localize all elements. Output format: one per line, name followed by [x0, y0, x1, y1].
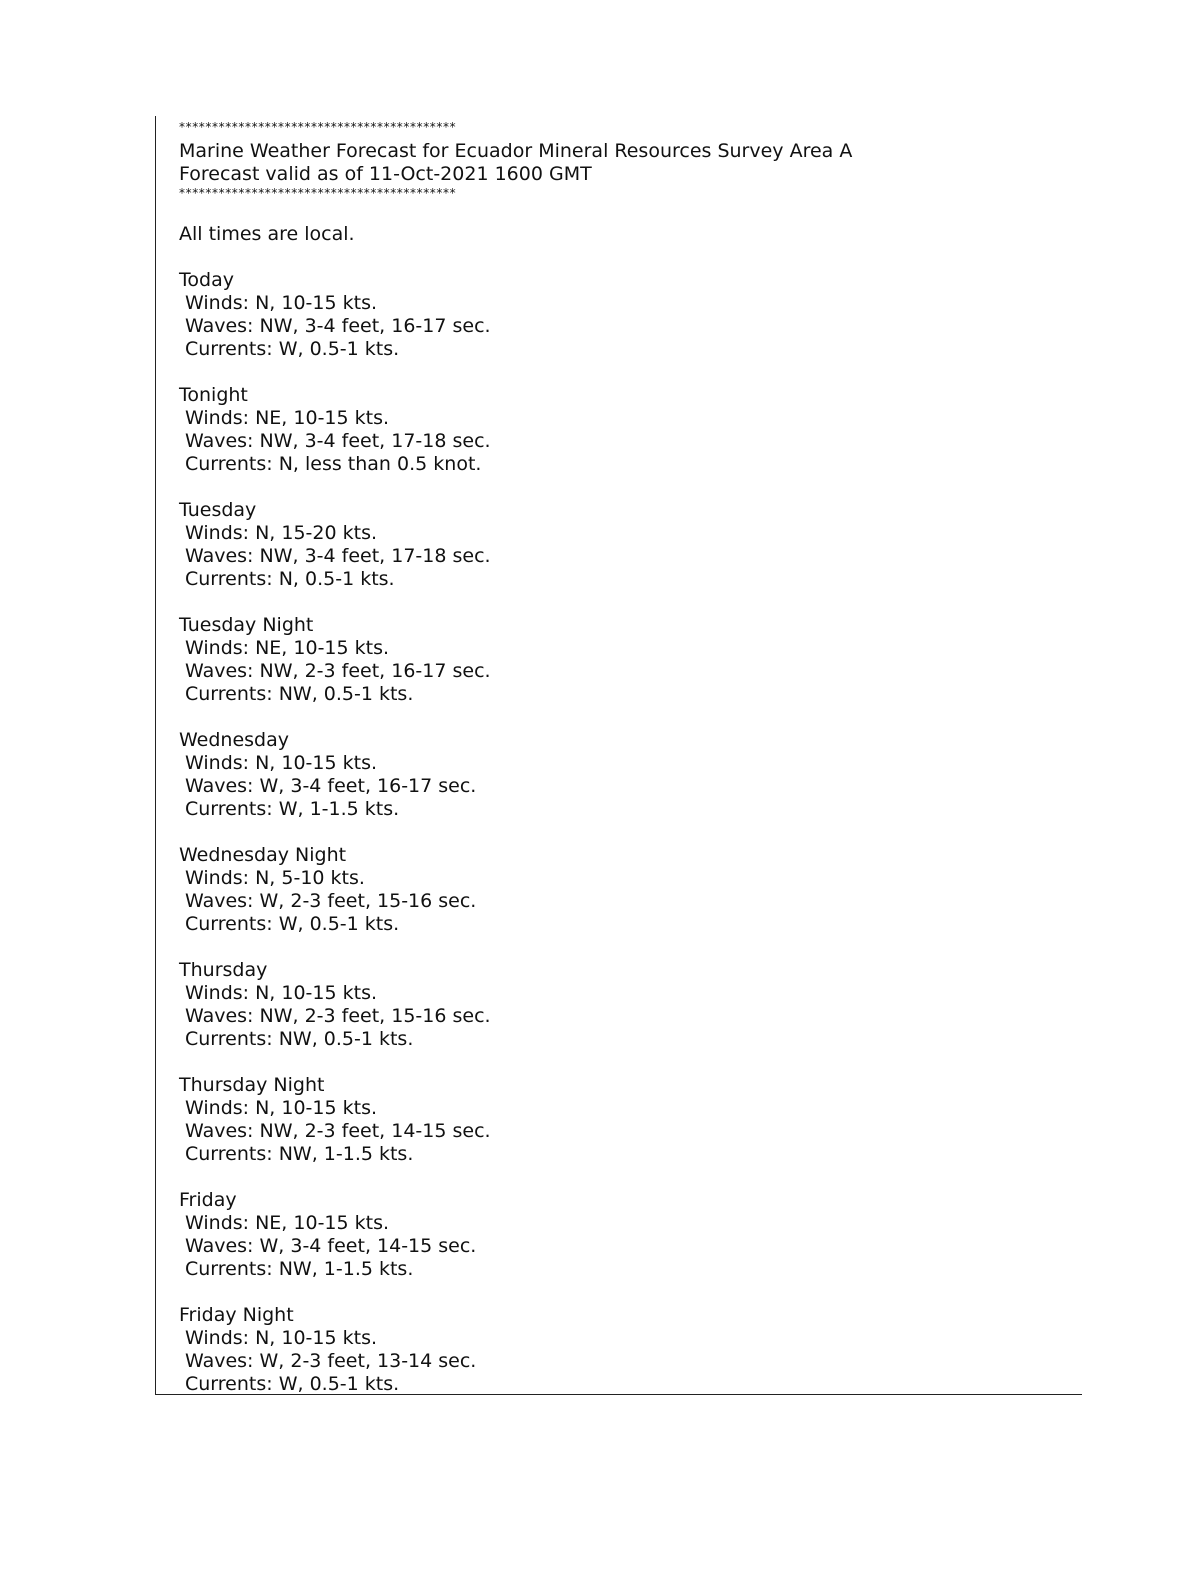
- period-name: Friday: [179, 1189, 237, 1211]
- forecast-period-friday: [179, 1189, 1059, 1281]
- period-waves: Waves: NW, 3-4 feet, 17-18 sec.: [185, 545, 491, 567]
- forecast-title: Marine Weather Forecast for Ecuador Mineral Resources Survey Area A: [179, 140, 853, 162]
- forecast-period-friday-night: [179, 1304, 1059, 1395]
- period-currents: Currents: W, 0.5-1 kts.: [185, 338, 400, 360]
- period-winds: Winds: NE, 10-15 kts.: [185, 407, 390, 429]
- forecast-period-tonight: [179, 384, 1059, 476]
- forecast-period-wednesday-night: [179, 844, 1059, 936]
- period-name: Tuesday: [179, 499, 257, 521]
- header-stars-bottom: ******************************************: [179, 186, 457, 200]
- spacer: [179, 246, 1059, 269]
- forecast-period-today: [179, 269, 1059, 361]
- period-winds: Winds: N, 5-10 kts.: [185, 867, 365, 889]
- forecast-period-wednesday: [179, 729, 1059, 821]
- period-name: Tonight: [179, 384, 248, 406]
- period-waves: Waves: W, 2-3 feet, 15-16 sec.: [185, 890, 477, 912]
- period-name: Today: [179, 269, 234, 291]
- period-waves: Waves: NW, 2-3 feet, 16-17 sec.: [185, 660, 491, 682]
- period-name: Friday Night: [179, 1304, 294, 1326]
- spacer: [179, 200, 1059, 223]
- period-winds: Winds: N, 15-20 kts.: [185, 522, 378, 544]
- forecast-period-tuesday: [179, 499, 1059, 591]
- period-name: Wednesday Night: [179, 844, 347, 866]
- period-currents: Currents: NW, 0.5-1 kts.: [185, 1028, 414, 1050]
- forecast-document-frame: [155, 116, 1082, 1395]
- period-name: Wednesday: [179, 729, 290, 751]
- period-currents: Currents: N, less than 0.5 knot.: [185, 453, 482, 475]
- period-waves: Waves: W, 3-4 feet, 16-17 sec.: [185, 775, 477, 797]
- period-currents: Currents: NW, 1-1.5 kts.: [185, 1258, 414, 1280]
- period-currents: Currents: W, 1-1.5 kts.: [185, 798, 400, 820]
- period-winds: Winds: N, 10-15 kts.: [185, 292, 378, 314]
- period-name: Thursday Night: [179, 1074, 325, 1096]
- forecast-valid-time: Forecast valid as of 11-Oct-2021 1600 GMT: [179, 163, 592, 185]
- forecast-period-tuesday-night: [179, 614, 1059, 706]
- time-note: All times are local.: [179, 223, 355, 245]
- period-currents: Currents: NW, 1-1.5 kts.: [185, 1143, 414, 1165]
- period-currents: Currents: N, 0.5-1 kts.: [185, 568, 395, 590]
- period-winds: Winds: N, 10-15 kts.: [185, 752, 378, 774]
- period-waves: Waves: NW, 3-4 feet, 17-18 sec.: [185, 430, 491, 452]
- period-winds: Winds: NE, 10-15 kts.: [185, 637, 390, 659]
- period-waves: Waves: NW, 2-3 feet, 14-15 sec.: [185, 1120, 491, 1142]
- forecast-content: [179, 116, 1059, 1395]
- period-winds: Winds: NE, 10-15 kts.: [185, 1212, 390, 1234]
- header-stars-top: ******************************************: [179, 120, 457, 134]
- period-name: Tuesday Night: [179, 614, 314, 636]
- period-winds: Winds: N, 10-15 kts.: [185, 1327, 378, 1349]
- period-waves: Waves: NW, 3-4 feet, 16-17 sec.: [185, 315, 491, 337]
- period-waves: Waves: W, 3-4 feet, 14-15 sec.: [185, 1235, 477, 1257]
- period-winds: Winds: N, 10-15 kts.: [185, 1097, 378, 1119]
- forecast-period-thursday: [179, 959, 1059, 1051]
- period-currents: Currents: W, 0.5-1 kts.: [185, 913, 400, 935]
- forecast-period-thursday-night: [179, 1074, 1059, 1166]
- period-currents: Currents: NW, 0.5-1 kts.: [185, 683, 414, 705]
- period-winds: Winds: N, 10-15 kts.: [185, 982, 378, 1004]
- period-waves: Waves: W, 2-3 feet, 13-14 sec.: [185, 1350, 477, 1372]
- period-waves: Waves: NW, 2-3 feet, 15-16 sec.: [185, 1005, 491, 1027]
- period-currents: Currents: W, 0.5-1 kts.: [185, 1373, 400, 1395]
- period-name: Thursday: [179, 959, 268, 981]
